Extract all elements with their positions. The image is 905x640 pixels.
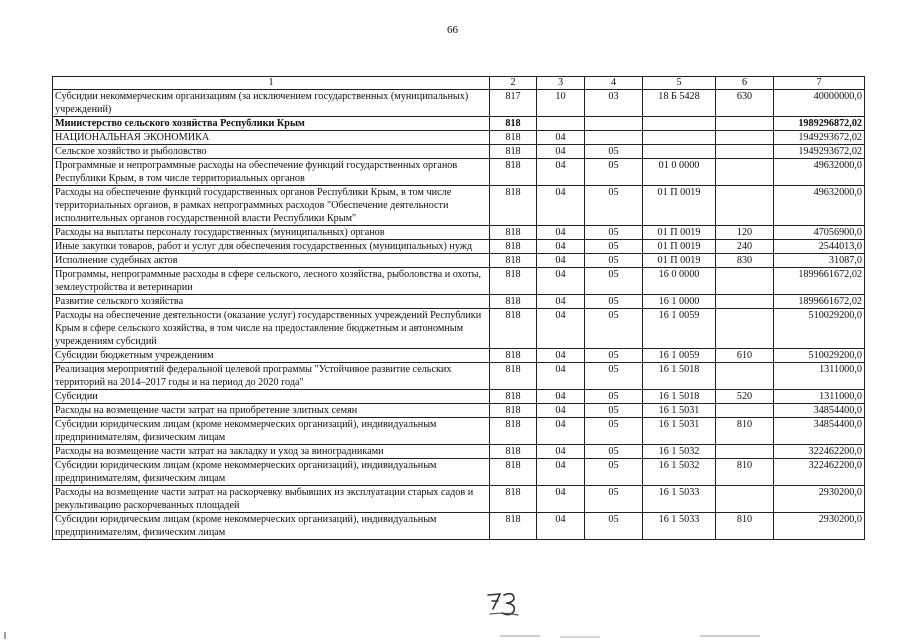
row-section-cell: 04 [537,145,585,159]
row-subsection-cell: 05 [585,418,643,445]
row-target-article-cell: 01 П 0019 [643,226,716,240]
row-subsection-cell [585,131,643,145]
row-name-cell: Расходы на выплаты персоналу государственных (муниципальных) органов [53,226,490,240]
header-cell: 4 [585,77,643,90]
table-row [53,349,865,363]
row-section-cell: 04 [537,513,585,540]
row-expense-type-cell: 810 [716,513,774,540]
row-expense-type-cell: 810 [716,418,774,445]
table-row [53,363,865,390]
table-row [53,131,865,145]
row-name-cell: Расходы на возмещение части затрат на раскорчевку выбывших из эксплуатации старых садов и рекультивацию раскорчеванных площадей [53,486,490,513]
row-code-cell: 818 [490,254,537,268]
row-code-cell: 818 [490,418,537,445]
row-code-cell: 818 [490,159,537,186]
row-name-cell: Исполнение судебных актов [53,254,490,268]
row-subsection-cell: 05 [585,226,643,240]
table-row [53,159,865,186]
table-row [53,390,865,404]
row-section-cell: 04 [537,186,585,226]
row-section-cell: 04 [537,131,585,145]
row-expense-type-cell: 610 [716,349,774,363]
row-subsection-cell: 05 [585,145,643,159]
header-cell: 6 [716,77,774,90]
row-name-cell: Расходы на возмещение части затрат на приобретение элитных семян [53,404,490,418]
row-expense-type-cell [716,159,774,186]
row-code-cell: 818 [490,131,537,145]
row-expense-type-cell [716,131,774,145]
row-expense-type-cell: 520 [716,390,774,404]
row-name-cell: Программные и непрограммные расходы на обеспечение функций государственных органов Республики Крым, в том числе территориальных органов [53,159,490,186]
row-target-article-cell: 16 1 5018 [643,363,716,390]
row-subsection-cell: 05 [585,445,643,459]
handwritten-mark-73 [484,589,534,619]
row-expense-type-cell [716,486,774,513]
row-subsection-cell: 05 [585,254,643,268]
row-subsection-cell: 05 [585,390,643,404]
row-name-cell: Субсидии [53,390,490,404]
row-amount-cell: 1311000,0 [774,363,865,390]
row-code-cell: 817 [490,90,537,117]
row-expense-type-cell: 630 [716,90,774,117]
row-target-article-cell: 16 1 0000 [643,295,716,309]
header-cell: 5 [643,77,716,90]
row-target-article-cell: 16 1 5032 [643,445,716,459]
row-section-cell: 04 [537,240,585,254]
row-code-cell: 818 [490,186,537,226]
row-section-cell: 04 [537,226,585,240]
row-target-article-cell: 16 1 5018 [643,390,716,404]
row-target-article-cell: 16 1 0059 [643,309,716,349]
table-row [53,90,865,117]
row-code-cell: 818 [490,404,537,418]
row-subsection-cell: 05 [585,268,643,295]
row-expense-type-cell [716,117,774,131]
row-expense-type-cell [716,268,774,295]
row-amount-cell: 2930200,0 [774,486,865,513]
table-row [53,268,865,295]
table-body [53,90,865,540]
row-target-article-cell: 16 1 0059 [643,349,716,363]
row-section-cell: 04 [537,486,585,513]
row-section-cell: 10 [537,90,585,117]
row-subsection-cell: 05 [585,486,643,513]
row-code-cell: 818 [490,145,537,159]
row-name-cell: Субсидии юридическим лицам (кроме некоммерческих организаций), индивидуальным предпринимателям, физическим лицам [53,459,490,486]
row-code-cell: 818 [490,513,537,540]
row-code-cell: 818 [490,445,537,459]
header-cell: 3 [537,77,585,90]
table-row [53,459,865,486]
row-code-cell: 818 [490,295,537,309]
table-row [53,486,865,513]
row-code-cell: 818 [490,117,537,131]
row-section-cell: 04 [537,309,585,349]
row-name-cell: Расходы на возмещение части затрат на закладку и уход за виноградниками [53,445,490,459]
row-section-cell: 04 [537,295,585,309]
row-expense-type-cell [716,309,774,349]
row-amount-cell: 510029200,0 [774,349,865,363]
row-amount-cell: 1899661672,02 [774,295,865,309]
row-name-cell: Развитие сельского хозяйства [53,295,490,309]
row-expense-type-cell [716,186,774,226]
table-row [53,513,865,540]
row-name-cell: Сельское хозяйство и рыболовство [53,145,490,159]
row-subsection-cell [585,117,643,131]
row-subsection-cell: 05 [585,240,643,254]
row-amount-cell: 49632000,0 [774,159,865,186]
row-amount-cell: 510029200,0 [774,309,865,349]
row-expense-type-cell: 810 [716,459,774,486]
budget-table [52,76,865,540]
row-section-cell: 04 [537,363,585,390]
row-name-cell: Субсидии юридическим лицам (кроме некоммерческих организаций), индивидуальным предпринимателям, физическим лицам [53,513,490,540]
row-amount-cell: 31087,0 [774,254,865,268]
row-amount-cell: 1989296872,02 [774,117,865,131]
row-subsection-cell: 05 [585,363,643,390]
row-subsection-cell: 05 [585,295,643,309]
row-amount-cell: 34854400,0 [774,404,865,418]
row-section-cell [537,117,585,131]
row-expense-type-cell: 830 [716,254,774,268]
row-section-cell: 04 [537,404,585,418]
table-row [53,117,865,131]
header-cell: 1 [53,77,490,90]
table-row [53,309,865,349]
row-target-article-cell [643,131,716,145]
table-row [53,404,865,418]
row-name-cell: Реализация мероприятий федеральной целевой программы "Устойчивое развитие сельских территорий на 2014–2017 годы и на период до 2020 года" [53,363,490,390]
row-name-cell: Иные закупки товаров, работ и услуг для обеспечения государственных (муниципальных) нужд [53,240,490,254]
table-row [53,226,865,240]
scan-edge-marks [0,628,905,640]
row-name-cell: НАЦИОНАЛЬНАЯ ЭКОНОМИКА [53,131,490,145]
row-target-article-cell: 01 П 0019 [643,186,716,226]
row-section-cell: 04 [537,418,585,445]
table-row [53,295,865,309]
row-subsection-cell: 05 [585,159,643,186]
header-cell: 2 [490,77,537,90]
row-amount-cell: 322462200,0 [774,459,865,486]
row-section-cell: 04 [537,445,585,459]
row-expense-type-cell: 240 [716,240,774,254]
row-section-cell: 04 [537,268,585,295]
row-expense-type-cell [716,363,774,390]
row-target-article-cell [643,117,716,131]
row-amount-cell: 47056900,0 [774,226,865,240]
row-expense-type-cell [716,445,774,459]
row-name-cell: Программы, непрограммные расходы в сфере сельского, лесного хозяйства, рыболовства и охоты, землеустройства и ветеринарии [53,268,490,295]
row-target-article-cell: 01 П 0019 [643,240,716,254]
row-target-article-cell: 01 0 0000 [643,159,716,186]
table-row [53,145,865,159]
row-target-article-cell: 16 0 0000 [643,268,716,295]
row-amount-cell: 1949293672,02 [774,145,865,159]
row-expense-type-cell [716,145,774,159]
row-target-article-cell: 16 1 5033 [643,486,716,513]
row-target-article-cell [643,145,716,159]
row-expense-type-cell [716,295,774,309]
row-code-cell: 818 [490,459,537,486]
row-target-article-cell: 16 1 5033 [643,513,716,540]
row-section-cell: 04 [537,159,585,186]
row-name-cell: Субсидии бюджетным учреждениям [53,349,490,363]
row-code-cell: 818 [490,486,537,513]
page-number: 66 [447,24,458,36]
row-section-cell: 04 [537,349,585,363]
row-code-cell: 818 [490,363,537,390]
table-row [53,186,865,226]
row-code-cell: 818 [490,226,537,240]
row-subsection-cell: 05 [585,404,643,418]
row-amount-cell: 322462200,0 [774,445,865,459]
row-amount-cell: 1949293672,02 [774,131,865,145]
row-amount-cell: 49632000,0 [774,186,865,226]
row-amount-cell: 1899661672,02 [774,268,865,295]
row-target-article-cell: 16 1 5032 [643,459,716,486]
header-row [53,77,865,90]
row-code-cell: 818 [490,268,537,295]
row-name-cell: Расходы на обеспечение деятельности (оказание услуг) государственных учреждений Республики Крым в сфере сельского хозяйства, в том числе на предоставление бюджетным и автономным учреждениям субсидий [53,309,490,349]
row-target-article-cell: 18 Б 5428 [643,90,716,117]
row-target-article-cell: 01 П 0019 [643,254,716,268]
row-subsection-cell: 03 [585,90,643,117]
row-subsection-cell: 05 [585,309,643,349]
table-row [53,254,865,268]
row-name-cell: Министерство сельского хозяйства Республики Крым [53,117,490,131]
row-amount-cell: 2930200,0 [774,513,865,540]
row-name-cell: Субсидии некоммерческим организациям (за исключением государственных (муниципальных) учреждений) [53,90,490,117]
row-subsection-cell: 05 [585,459,643,486]
row-amount-cell: 1311000,0 [774,390,865,404]
row-name-cell: Расходы на обеспечение функций государственных органов Республики Крым, в том числе территориальных органов, в рамках непрограммных расходов "Обеспечение деятельности исполнительных органов государственной власти Республики Крым" [53,186,490,226]
row-expense-type-cell [716,404,774,418]
row-expense-type-cell: 120 [716,226,774,240]
row-target-article-cell: 16 1 5031 [643,418,716,445]
row-name-cell: Субсидии юридическим лицам (кроме некоммерческих организаций), индивидуальным предпринимателям, физическим лицам [53,418,490,445]
row-subsection-cell: 05 [585,513,643,540]
row-amount-cell: 34854400,0 [774,418,865,445]
table-row [53,240,865,254]
header-cell: 7 [774,77,865,90]
row-amount-cell: 2544013,0 [774,240,865,254]
row-code-cell: 818 [490,240,537,254]
row-code-cell: 818 [490,309,537,349]
row-section-cell: 04 [537,390,585,404]
row-subsection-cell: 05 [585,349,643,363]
row-section-cell: 04 [537,459,585,486]
row-amount-cell: 40000000,0 [774,90,865,117]
row-code-cell: 818 [490,390,537,404]
table-row [53,418,865,445]
table-row [53,445,865,459]
row-target-article-cell: 16 1 5031 [643,404,716,418]
row-code-cell: 818 [490,349,537,363]
row-section-cell: 04 [537,254,585,268]
row-subsection-cell: 05 [585,186,643,226]
